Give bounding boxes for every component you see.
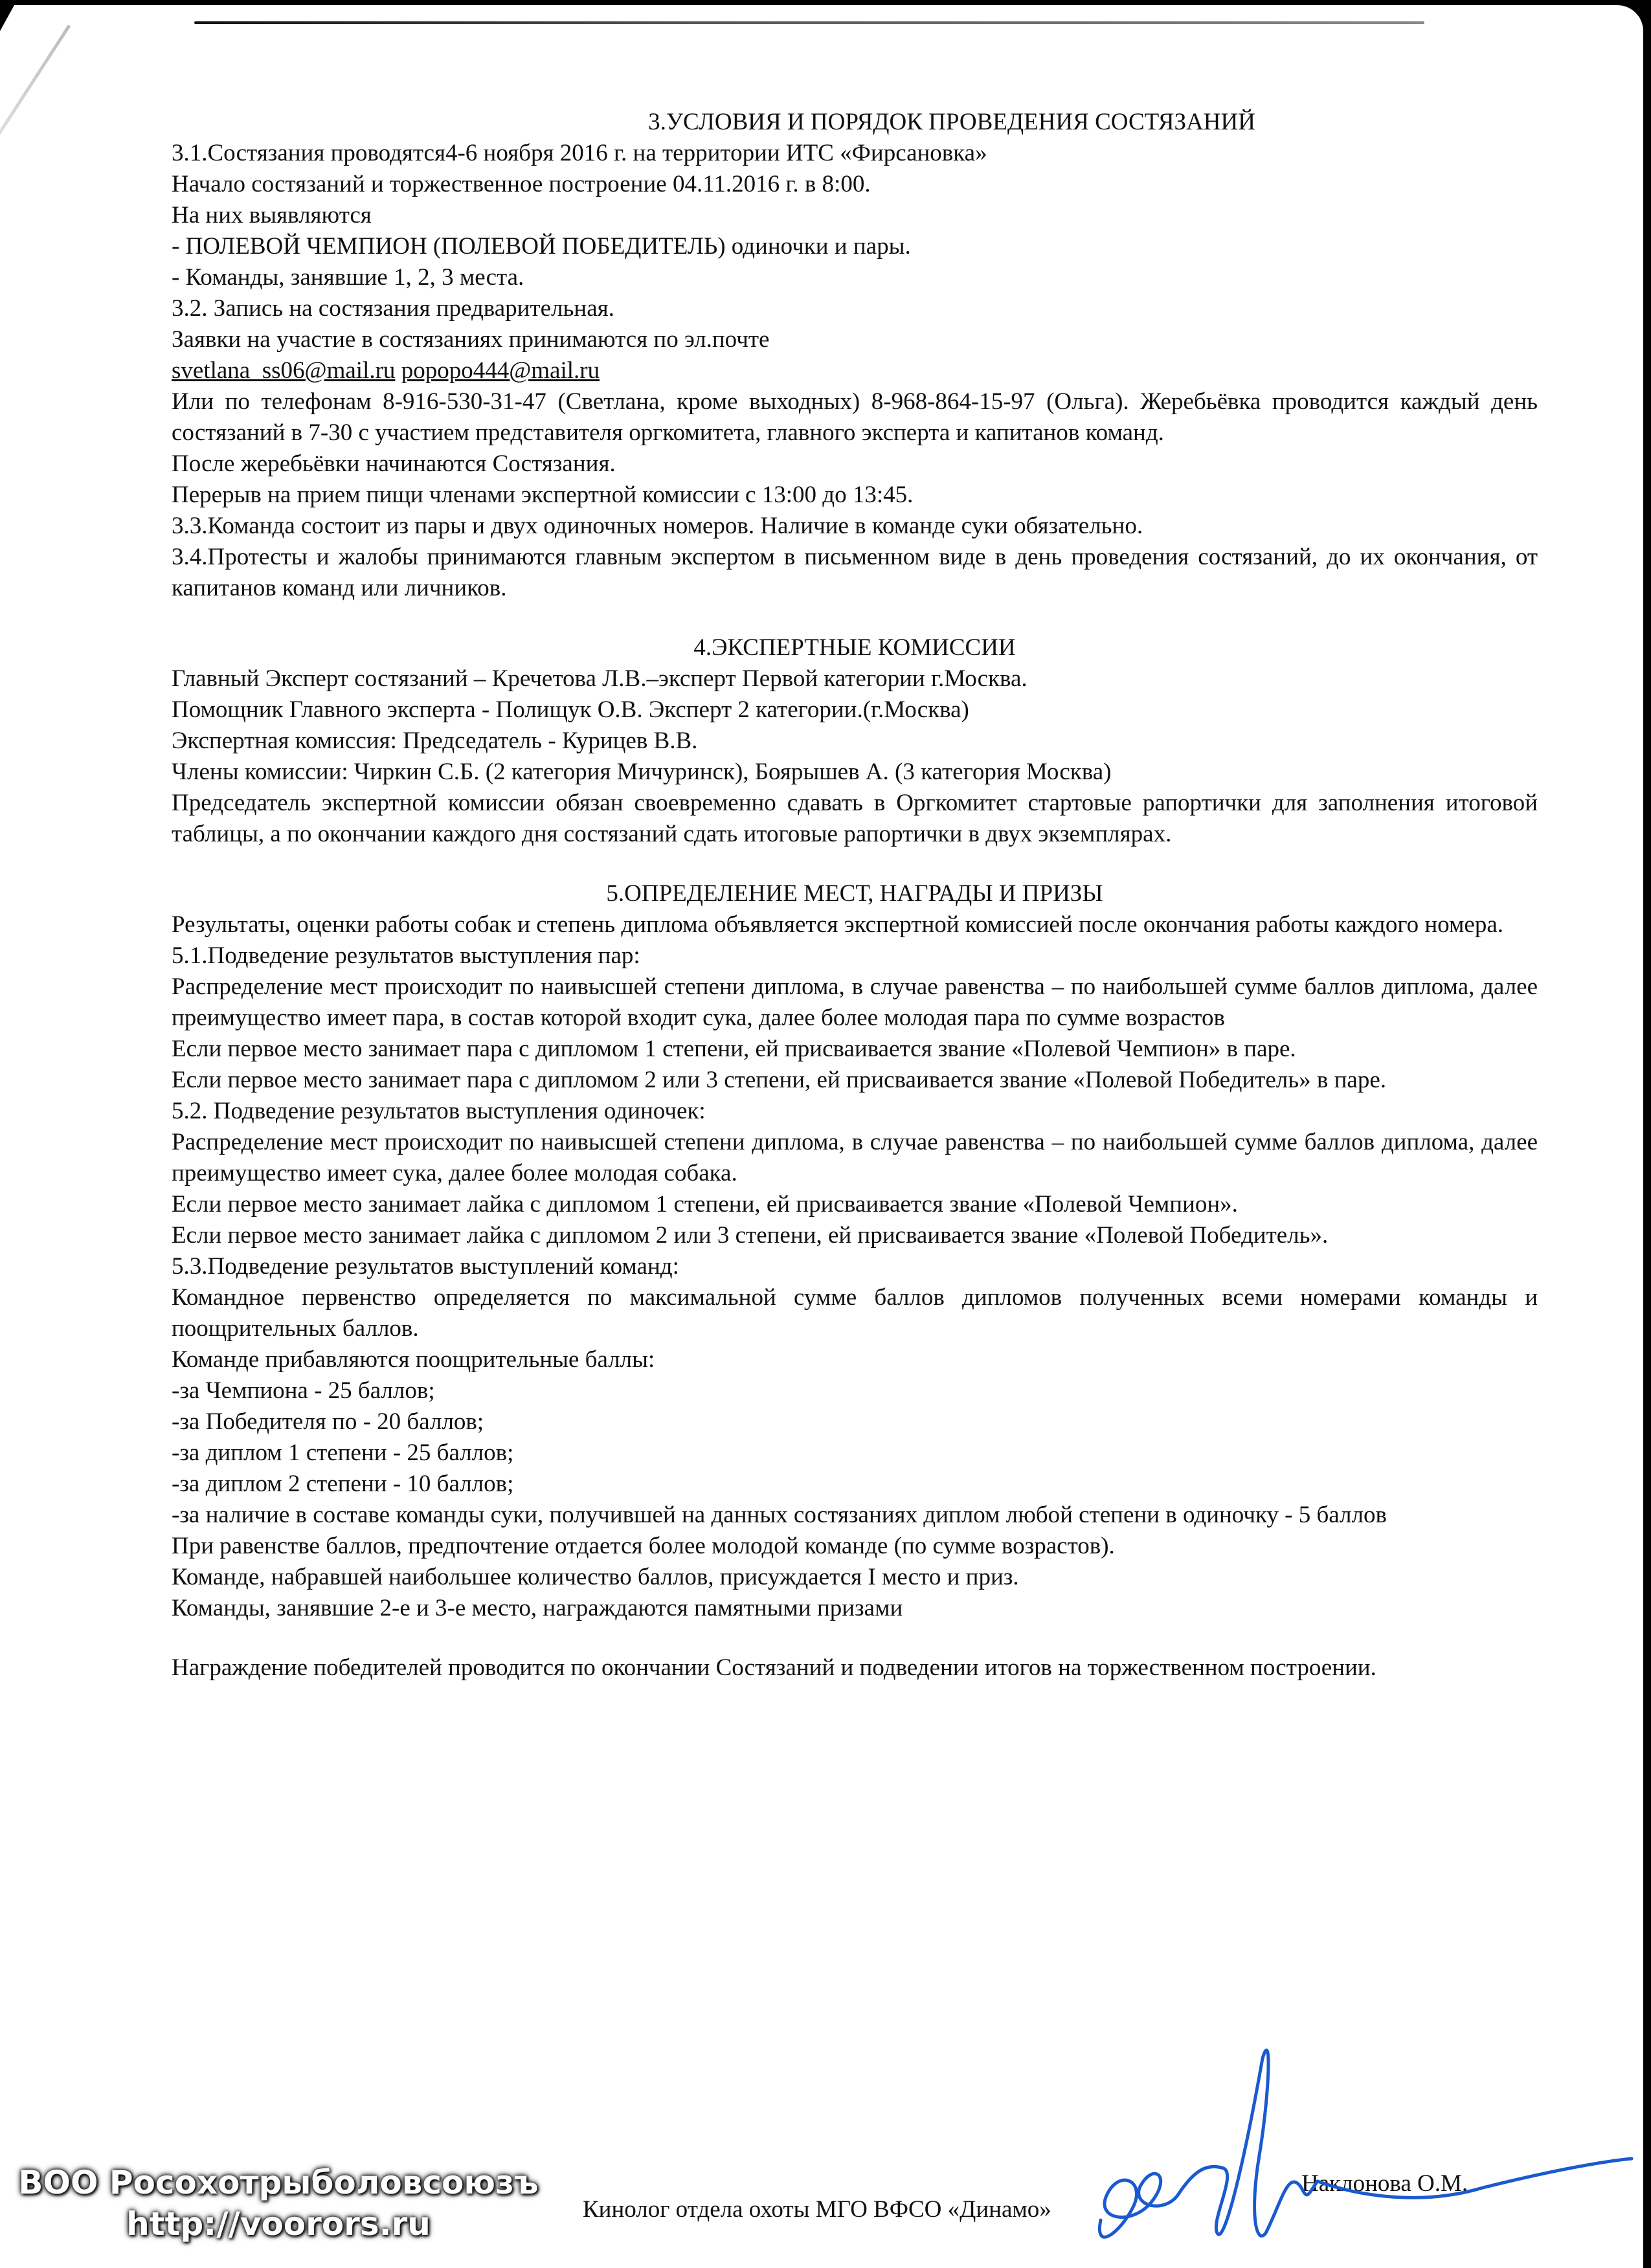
- bonus-item: -за наличие в составе команды суки, получившей на данных состязаниях диплом любой степени в одиночку - 5 баллов: [172, 1502, 1387, 1528]
- section-3-title: 3.УСЛОВИЯ И ПОРЯДОК ПРОВЕДЕНИЯ СОСТЯЗАНИЙ: [648, 109, 1255, 135]
- text-line: Перерыв на прием пищи членами экспертной комиссии с 13:00 до 13:45.: [172, 482, 914, 508]
- text-line: При равенстве баллов, предпочтение отдается более молодой команде (по сумме возрастов).: [172, 1533, 1115, 1559]
- text-line: 3.1.Состязания проводятся4-6 ноября 2016 г. на территории ИТС «Фирсановка»: [172, 140, 987, 166]
- text-line: На них выявляются: [172, 202, 372, 228]
- text-line: Команде, набравшей наибольшее количество баллов, присуждается I место и приз.: [172, 1564, 1019, 1590]
- intro-paragraph: Результаты, оценки работы собак и степень диплома объявляется экспертной комиссией после окончания работы каждого номера.: [172, 911, 1503, 938]
- text-line: Начало состязаний и торжественное построение 04.11.2016 г. в 8:00.: [172, 171, 871, 197]
- award-paragraph: Награждение победителей проводится по окончании Состязаний и подведении итогов на торжественном построении.: [172, 1654, 1376, 1681]
- paragraph: Если первое место занимает пара с дипломом 2 или 3 степени, ей присваивается звание «Полевой Победитель» в паре.: [172, 1067, 1386, 1093]
- subsection-5-1-title: 5.1.Подведение результатов выступления пар:: [172, 942, 640, 969]
- watermark: [0, 2162, 557, 2245]
- text-line: - ПОЛЕВОЙ ЧЕМПИОН (ПОЛЕВОЙ ПОБЕДИТЕЛЬ) одиночки и пары.: [172, 233, 911, 260]
- paragraph: Распределение мест происходит по наивысшей степени диплома, в случае равенства – по наибольшей сумме баллов диплома, далее преимущество имеет сука, далее более молодая собака.: [172, 1129, 1538, 1186]
- email-link-popopo[interactable]: popopo444@mail.ru: [401, 357, 600, 384]
- phones-paragraph: Или по телефонам 8-916-530-31-47 (Светлана, кроме выходных) 8-968-864-15-97 (Ольга). Жеребьёвка проводится каждый день состязаний в 7-30 с участием представителя оргкомитета, главного эксперта и капитанов команд.: [172, 388, 1538, 446]
- scan-fold-corner: [0, 25, 71, 189]
- text-line: 3.3.Команда состоит из пары и двух одиночных номеров. Наличие в команде суки обязательно.: [172, 513, 1143, 539]
- section-4-title: 4.ЭКСПЕРТНЫЕ КОМИССИИ: [693, 634, 1016, 661]
- section-5-title: 5.ОПРЕДЕЛЕНИЕ МЕСТ, НАГРАДЫ И ПРИЗЫ: [606, 880, 1103, 907]
- watermark-url: http://voorors.ru: [126, 2205, 431, 2243]
- text-line: Заявки на участие в состязаниях принимаются по эл.почте: [172, 326, 770, 353]
- signer-name: Наклонова О.М.: [1301, 2170, 1468, 2197]
- email-link-svetlana[interactable]: svetlana_ss06@mail.ru: [172, 357, 396, 384]
- bonus-item: -за диплом 1 степени - 25 баллов;: [172, 1440, 514, 1466]
- signer-position: Кинолог отдела охоты МГО ВФСО «Динамо»: [583, 2196, 1051, 2223]
- paragraph: Если первое место занимает лайка с дипломом 1 степени, ей присваивается звание «Полевой Чемпион».: [172, 1191, 1238, 1217]
- paragraph: Если первое место занимает лайка с дипломом 2 или 3 степени, ей присваивается звание «Полевой Победитель».: [172, 1222, 1329, 1249]
- text-line: Помощник Главного эксперта - Полищук О.В. Эксперт 2 категории.(г.Москва): [172, 696, 969, 723]
- text-line: Экспертная комиссия: Председатель - Курицев В.В.: [172, 728, 698, 754]
- bonus-item: -за диплом 2 степени - 10 баллов;: [172, 1471, 514, 1497]
- handwritten-signature-icon: [1094, 2039, 1638, 2265]
- paragraph: Командное первенство определяется по максимальной сумме баллов дипломов полученных всеми номерами команды и поощрительных баллов.: [172, 1284, 1538, 1342]
- document-body: [172, 107, 1538, 1684]
- subsection-5-2-title: 5.2. Подведение результатов выступления одиночек:: [172, 1098, 706, 1124]
- scan-fold-edge: [194, 21, 1424, 24]
- text-line: Команды, занявшие 2-е и 3-е место, награждаются памятными призами: [172, 1595, 903, 1621]
- subsection-5-3-title: 5.3.Подведение результатов выступлений команд:: [172, 1253, 679, 1280]
- text-line: Члены комиссии: Чиркин С.Б. (2 категория Мичуринск), Боярышев А. (3 категория Москва): [172, 759, 1112, 785]
- watermark-org: ВОО Росохотрыболовсоюзъ: [18, 2164, 539, 2201]
- email-line: [172, 355, 1538, 386]
- text-line: После жеребьёвки начинаются Состязания.: [172, 450, 616, 477]
- protests-paragraph: 3.4.Протесты и жалобы принимаются главным экспертом в письменном виде в день проведения состязаний, до их окончания, от капитанов команд или личников.: [172, 544, 1538, 601]
- duty-paragraph: Председатель экспертной комиссии обязан своевременно сдавать в Оргкомитет стартовые рапортички для заполнения итоговой таблицы, а по окончании каждого дня состязаний сдать итоговые рапортички в двух экземплярах.: [172, 790, 1538, 847]
- text-line: Главный Эксперт состязаний – Кречетова Л.В.–эксперт Первой категории г.Москва.: [172, 665, 1028, 692]
- bonus-item: -за Чемпиона - 25 баллов;: [172, 1377, 435, 1404]
- text-line: - Команды, занявшие 1, 2, 3 места.: [172, 264, 524, 291]
- paragraph: Если первое место занимает пара с дипломом 1 степени, ей присваивается звание «Полевой Чемпион» в паре.: [172, 1036, 1296, 1062]
- text-line: 3.2. Запись на состязания предварительная.: [172, 295, 614, 322]
- bonus-item: -за Победителя по - 20 баллов;: [172, 1408, 484, 1435]
- paragraph: Распределение мест происходит по наивысшей степени диплома, в случае равенства – по наибольшей сумме баллов диплома, далее преимущество имеет пара, в состав которой входит сука, далее более молодая пара по сумме возрастов: [172, 973, 1538, 1031]
- bonus-intro: Команде прибавляются поощрительные баллы:: [172, 1346, 655, 1373]
